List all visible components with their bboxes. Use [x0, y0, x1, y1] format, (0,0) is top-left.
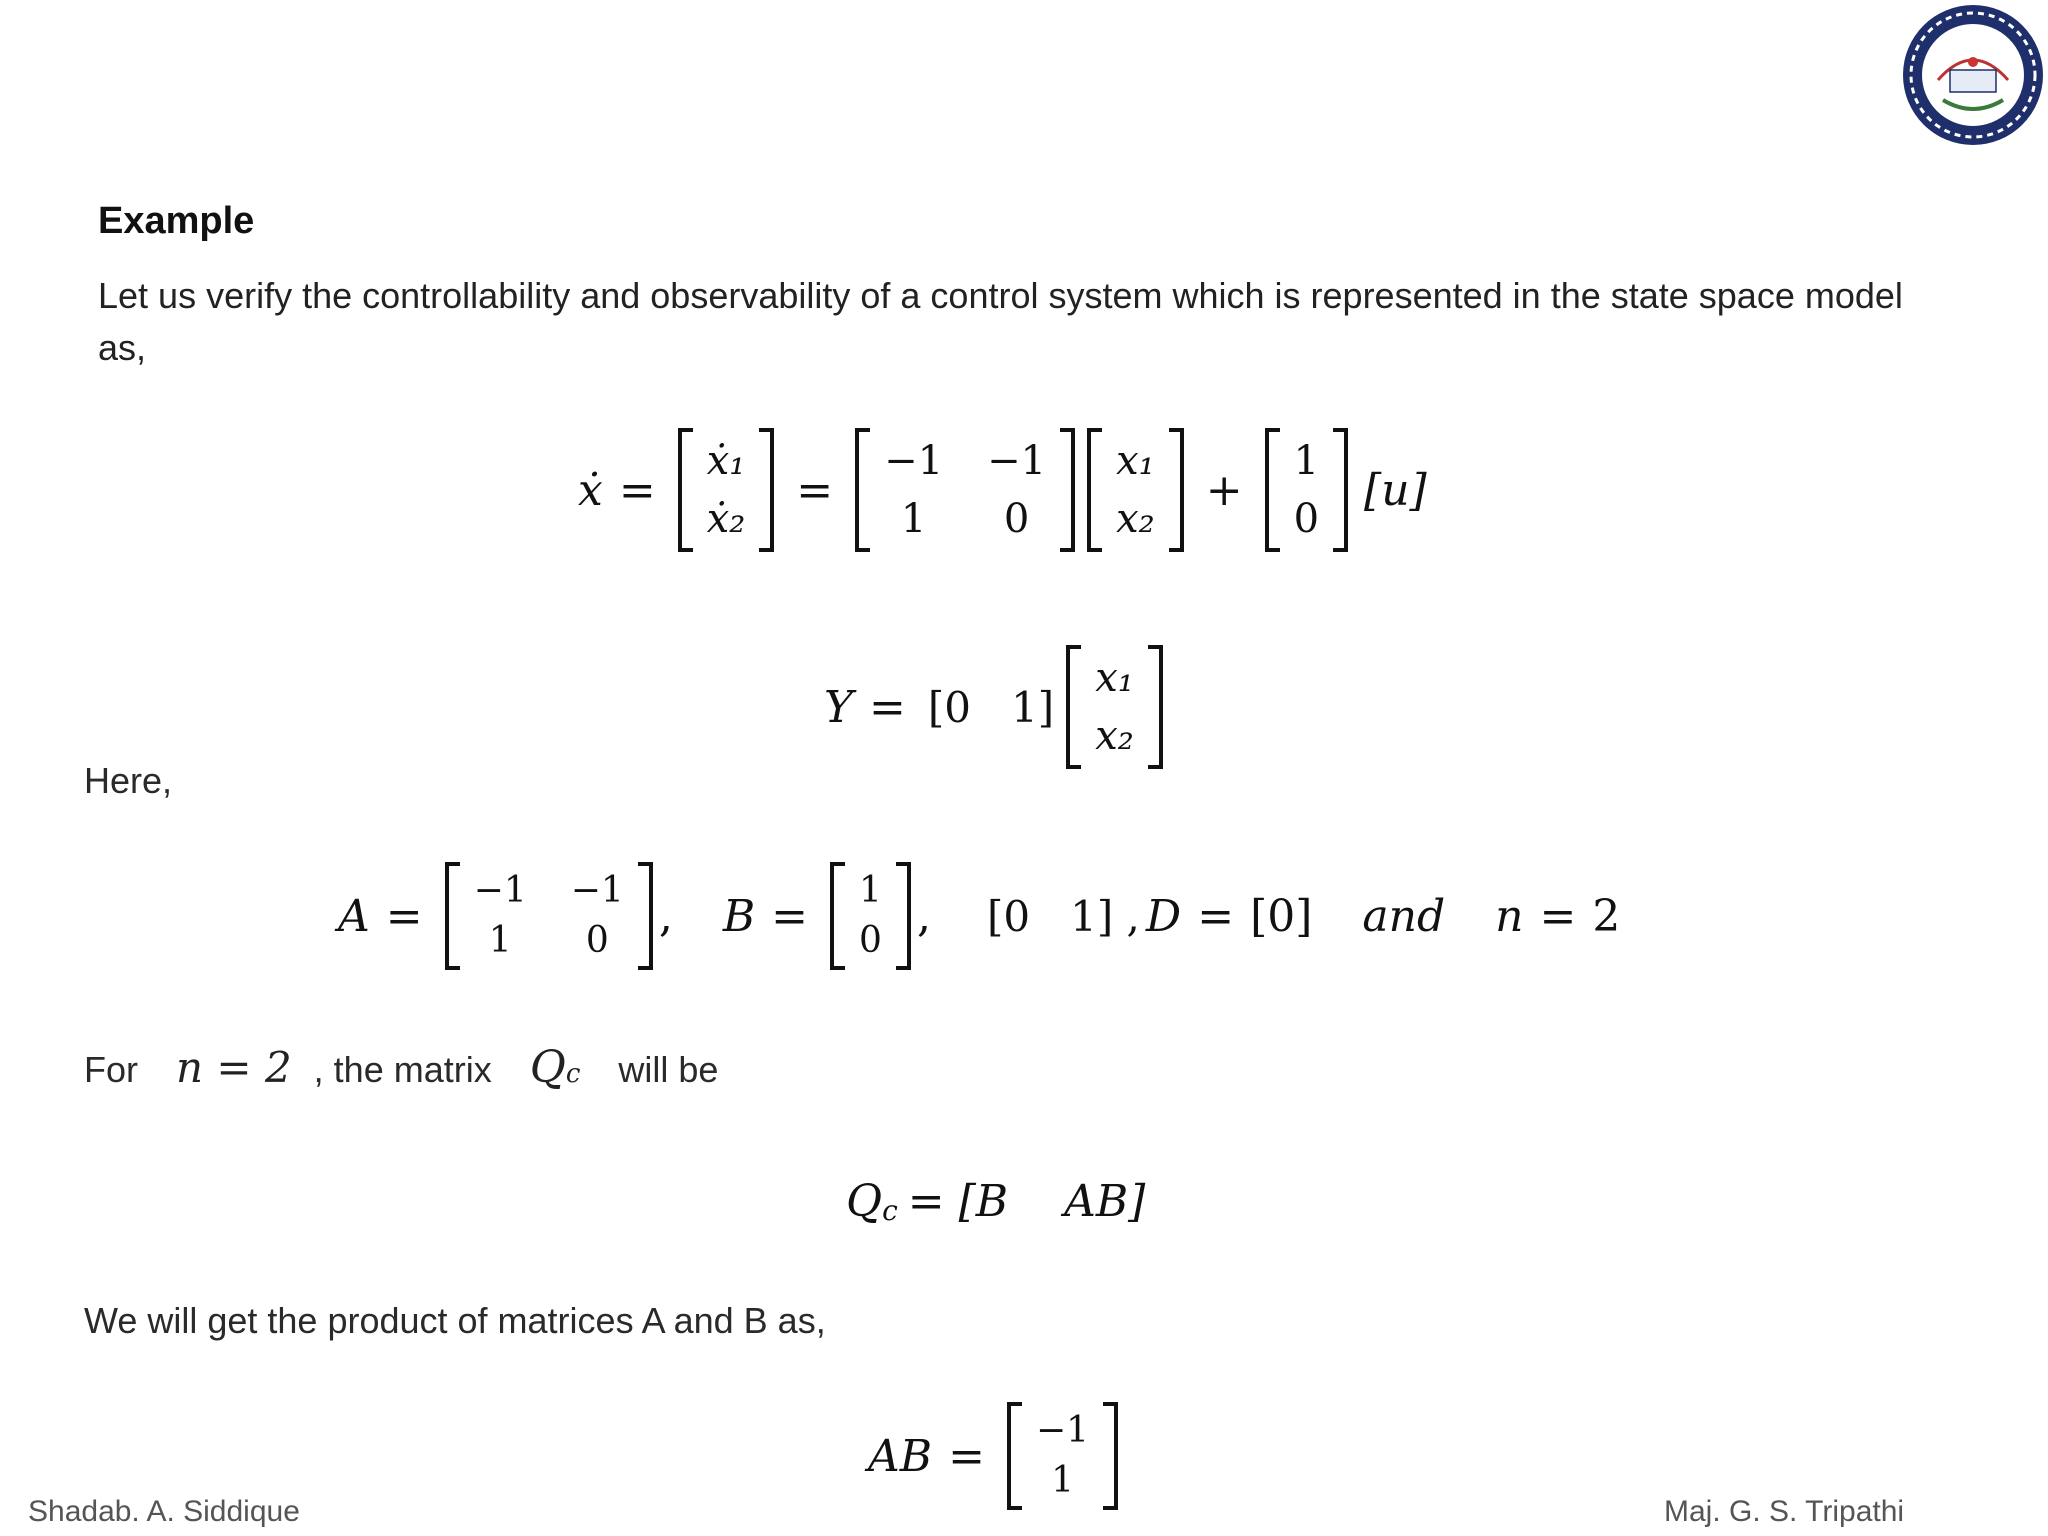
d-label: D: [1145, 890, 1182, 942]
comma: ,: [916, 890, 931, 942]
vector-entry: 0: [859, 920, 882, 961]
ab-vector: [1007, 1402, 1118, 1510]
vector-entry: x₁: [1116, 438, 1155, 484]
matrix-phrase: , the matrix: [313, 1049, 492, 1090]
vector-entry: x₂: [1116, 496, 1155, 542]
footer-left-author: Shadab. A. Siddique: [28, 1495, 300, 1528]
x-vector: [1066, 645, 1163, 769]
matrix-entry: 0: [1003, 496, 1030, 542]
university-seal-icon: [1898, 0, 2048, 150]
b-vector: [1265, 428, 1348, 552]
equals-sign: =: [948, 1430, 985, 1482]
vector-entry: x₂: [1095, 713, 1134, 759]
vector-entry: 1: [859, 870, 882, 911]
d-value: [0]: [1250, 890, 1313, 942]
vector-entry: 0: [1293, 496, 1320, 542]
plus-sign: +: [1205, 464, 1243, 516]
n-expression: n = 2: [176, 1043, 292, 1092]
product-text: We will get the product of matrices A and B as,: [84, 1300, 826, 1341]
a-matrix: [445, 862, 653, 970]
a-label: A: [338, 890, 370, 942]
qc-symbol: Q: [529, 1042, 566, 1093]
matrix-entry: −1: [473, 870, 527, 911]
vector-entry: −1: [1035, 1410, 1090, 1451]
qc-definition: [846, 1176, 1145, 1227]
equals-sign: =: [869, 681, 906, 733]
equals-sign: =: [1539, 890, 1577, 942]
for-line: [84, 1042, 718, 1093]
b-vector: [830, 862, 911, 970]
vector-entry: x₁: [1095, 655, 1134, 701]
matrix-entry: −1: [884, 438, 944, 484]
equals-sign: =: [1197, 890, 1235, 942]
a-matrix: [855, 428, 1075, 552]
ab-equation: [868, 1402, 1124, 1510]
xdot-symbol: ẋ: [578, 464, 603, 516]
matrix-entry: 1: [900, 496, 927, 542]
c-row-vector: [0 1]: [927, 682, 1055, 732]
matrix-entry: 1: [488, 920, 512, 961]
here-label: Here,: [84, 760, 173, 801]
output-equation: [824, 645, 1169, 769]
x-vector: [1087, 428, 1184, 552]
vector-entry: ẋ₁: [706, 438, 746, 484]
vector-entry: ẋ₂: [706, 496, 746, 542]
qc-subscript: c: [882, 1194, 898, 1227]
and-word: and: [1362, 890, 1446, 942]
equals-sign: =: [385, 890, 423, 942]
matrix-entry: −1: [570, 870, 624, 911]
footer-right-author: Maj. G. S. Tripathi: [1664, 1495, 1905, 1528]
c-row-vector: [0 1] ,: [986, 891, 1140, 941]
qc-rhs: = [B AB]: [907, 1176, 1146, 1227]
y-symbol: Y: [824, 681, 854, 733]
parameters-row: [338, 862, 1620, 970]
n-value: 2: [1592, 890, 1621, 942]
equals-sign: =: [771, 890, 809, 942]
matrix-entry: 0: [585, 920, 609, 961]
n-label: n: [1495, 890, 1524, 942]
vector-entry: 1: [1051, 1460, 1074, 1501]
will-be-phrase: will be: [618, 1049, 719, 1090]
qc-subscript: c: [565, 1059, 581, 1089]
xdot-vector: [678, 428, 775, 552]
matrix-entry: −1: [987, 438, 1047, 484]
equals-sign: =: [796, 464, 834, 516]
ab-label: AB: [868, 1430, 933, 1482]
for-word: For: [84, 1049, 138, 1090]
state-equation: [578, 428, 1427, 552]
equals-sign: =: [618, 464, 656, 516]
qc-symbol: Q: [846, 1176, 883, 1227]
example-heading: Example: [98, 200, 255, 242]
input-u: [u]: [1364, 464, 1427, 516]
b-label: B: [722, 890, 756, 942]
comma: ,: [658, 890, 673, 942]
intro-paragraph: Let us verify the controllability and observability of a control system which is represented in the state space model as,: [98, 275, 1903, 368]
vector-entry: 1: [1293, 438, 1320, 484]
